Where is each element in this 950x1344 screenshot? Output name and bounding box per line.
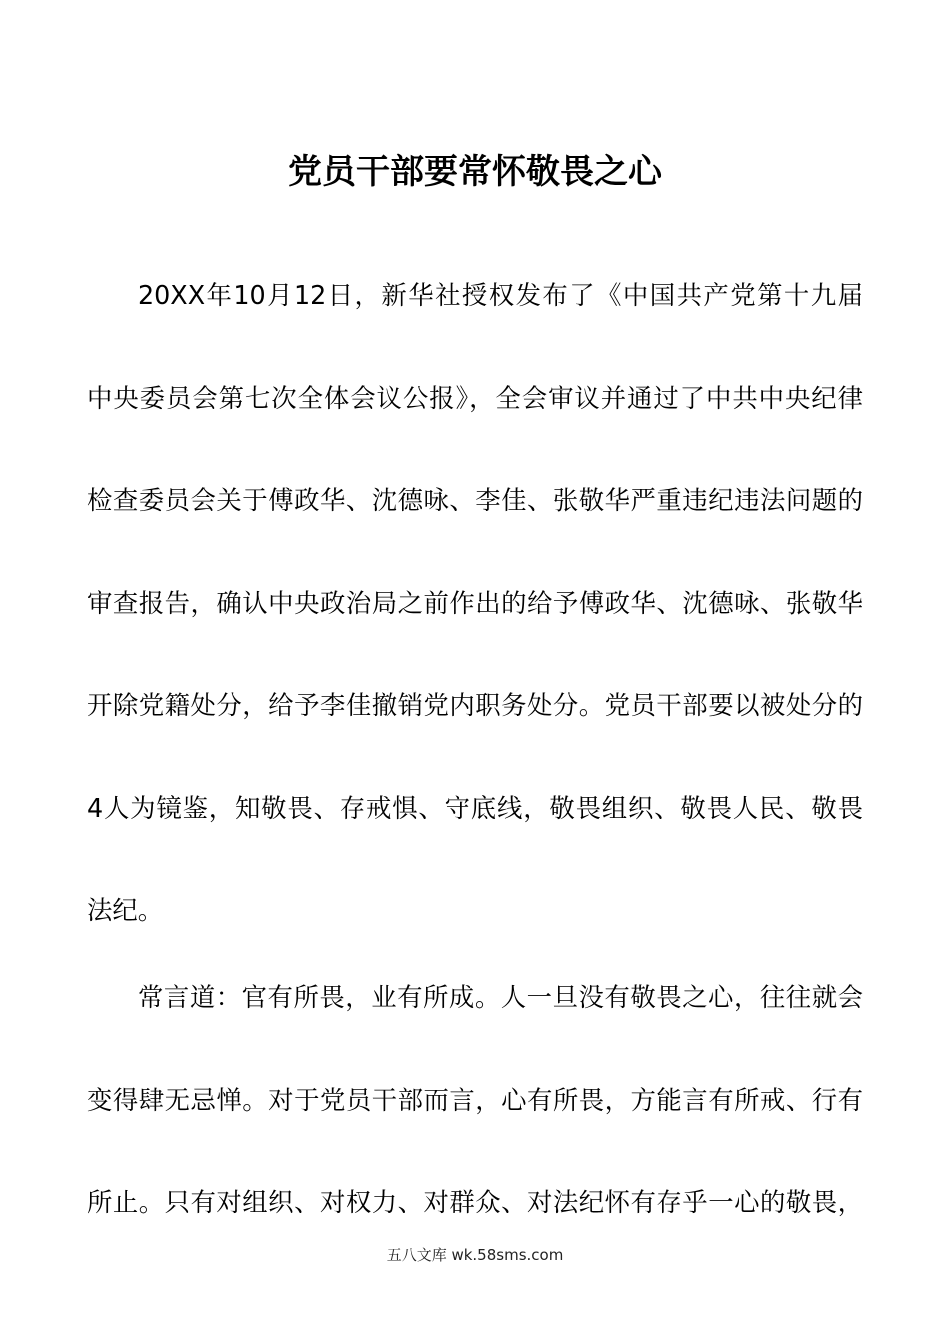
paragraph-line: 法纪。 [87,895,164,925]
paragraph-line: 常言道：官有所畏，业有所成。人一旦没有敬畏之心，往往就会 [138,982,863,1012]
paragraph-line: 所止。只有对组织、对权力、对群众、对法纪怀有存乎一心的敬畏， [87,1187,863,1217]
paragraph-line: 检查委员会关于傅政华、沈德咏、李佳、张敬华严重违纪违法问题的 [87,485,863,515]
paragraph-2 [87,946,863,1254]
paragraph-line: 中央委员会第七次全体会议公报》，全会审议并通过了中共中央纪律 [87,382,863,413]
paragraph-line: 4人为镜鉴，知敬畏、存戒惧、守底线，敬畏组织、敬畏人民、敬畏 [87,792,863,823]
paragraph-line: 变得肆无忌惮。对于党员干部而言，心有所畏，方能言有所戒、行有 [87,1084,863,1115]
document-title: 党员干部要常怀敬畏之心 [288,152,662,192]
paragraph-line: 20XX年10月12日，新华社授权发布了《中国共产党第十九届 [138,280,863,310]
paragraph-line: 审查报告，确认中央政治局之前作出的给予傅政华、沈德咏、张敬华 [87,587,863,618]
paragraph-1 [87,244,863,962]
paragraph-line: 开除党籍处分，给予李佳撤销党内职务处分。党员干部要以被处分的 [87,690,863,720]
page-footer-watermark: 五八文库 wk.58sms.com [386,1246,564,1264]
